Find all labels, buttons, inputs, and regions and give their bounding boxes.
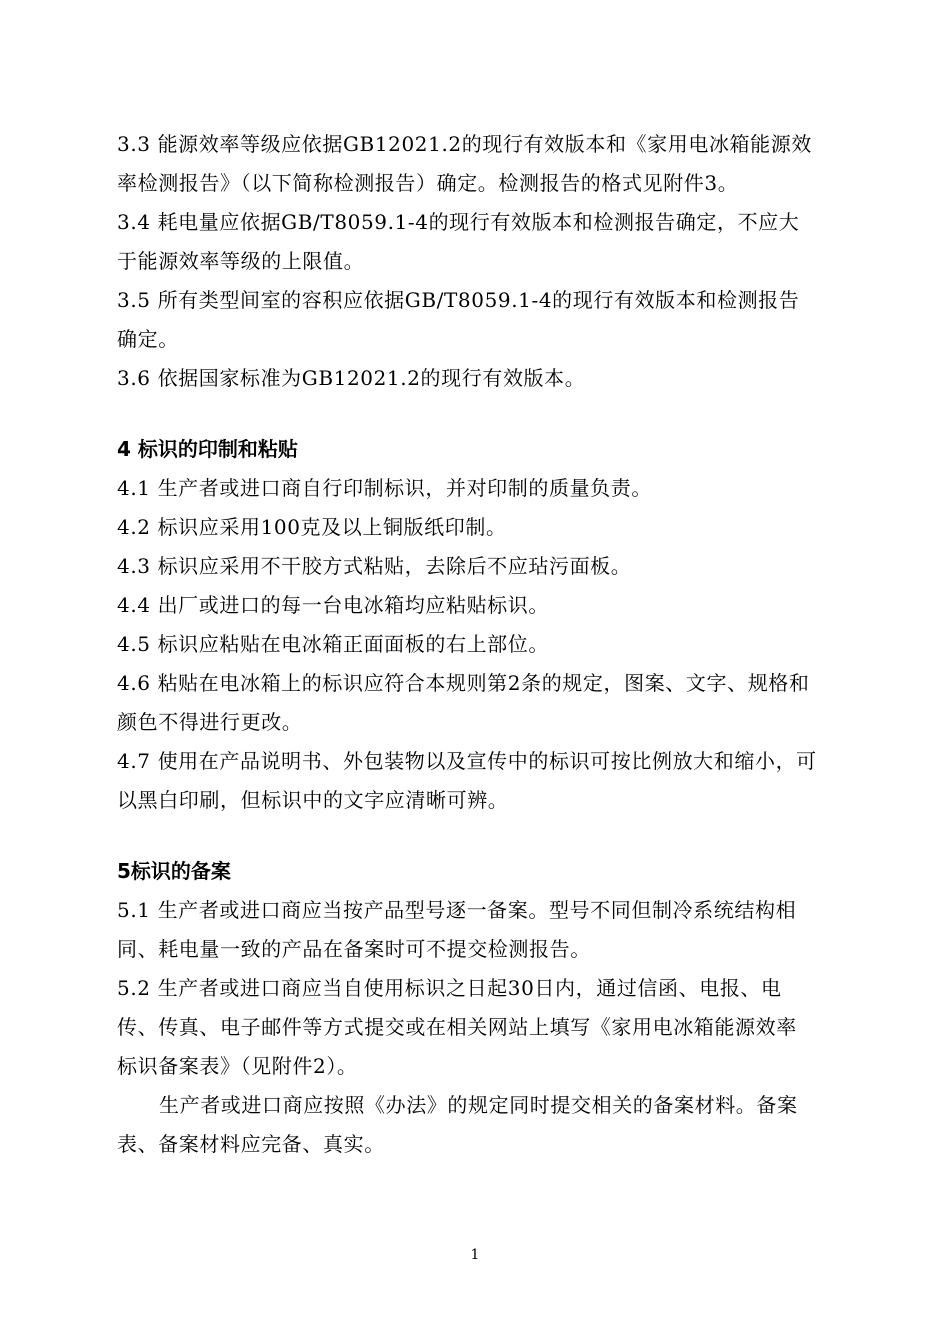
- document-body: [117, 125, 817, 1164]
- clause-4-7: 4.7 使用在产品说明书、外包装物以及宣传中的标识可按比例放大和缩小，可以黑白印刷，但标识中的文字应清晰可辨。: [117, 749, 817, 812]
- clause-4-2: 4.2 标识应采用100克及以上铜版纸印制。: [117, 515, 507, 539]
- section-4-heading: 4 标识的印制和粘贴: [117, 437, 298, 461]
- clause-4-4: 4.4 出厂或进口的每一台电冰箱均应粘贴标识。: [117, 593, 549, 617]
- section-spacer: [117, 820, 817, 852]
- clause-3-3: 3.3 能源效率等级应依据GB12021.2的现行有效版本和《家用电冰箱能源效率检测报告》（以下简称检测报告）确定。检测报告的格式见附件3。: [117, 132, 812, 195]
- clause-5-supplement: 生产者或进口商应按照《办法》的规定同时提交相关的备案材料。备案表、备案材料应完备、真实。: [117, 1093, 798, 1156]
- clause-3-5: 3.5 所有类型间室的容积应依据GB/T8059.1-4的现行有效版本和检测报告确定。: [117, 288, 800, 351]
- clause-4-6: 4.6 粘贴在电冰箱上的标识应符合本规则第2条的规定，图案、文字、规格和颜色不得进行更改。: [117, 671, 810, 734]
- clause-4-3: 4.3 标识应采用不干胶方式粘贴，去除后不应玷污面板。: [117, 554, 632, 578]
- section-5-heading: 5标识的备案: [117, 859, 231, 883]
- page-number: 1: [470, 1247, 480, 1263]
- clause-5-2: 5.2 生产者或进口商应当自使用标识之日起30日内，通过信函、电报、电传、传真、电子邮件等方式提交或在相关网站上填写《家用电冰箱能源效率标识备案表》（见附件2）。: [117, 976, 797, 1078]
- clause-3-4: 3.4 耗电量应依据GB/T8059.1-4的现行有效版本和检测报告确定，不应大于能源效率等级的上限值。: [117, 210, 800, 273]
- clause-3-6: 3.6 依据国家标准为GB12021.2的现行有效版本。: [117, 366, 586, 390]
- section-spacer: [117, 398, 817, 430]
- clause-5-1: 5.1 生产者或进口商应当按产品型号逐一备案。型号不同但制冷系统结构相同、耗电量一致的产品在备案时可不提交检测报告。: [117, 898, 797, 961]
- clause-4-5: 4.5 标识应粘贴在电冰箱正面面板的右上部位。: [117, 632, 549, 656]
- clause-4-1: 4.1 生产者或进口商自行印制标识，并对印制的质量负责。: [117, 476, 652, 500]
